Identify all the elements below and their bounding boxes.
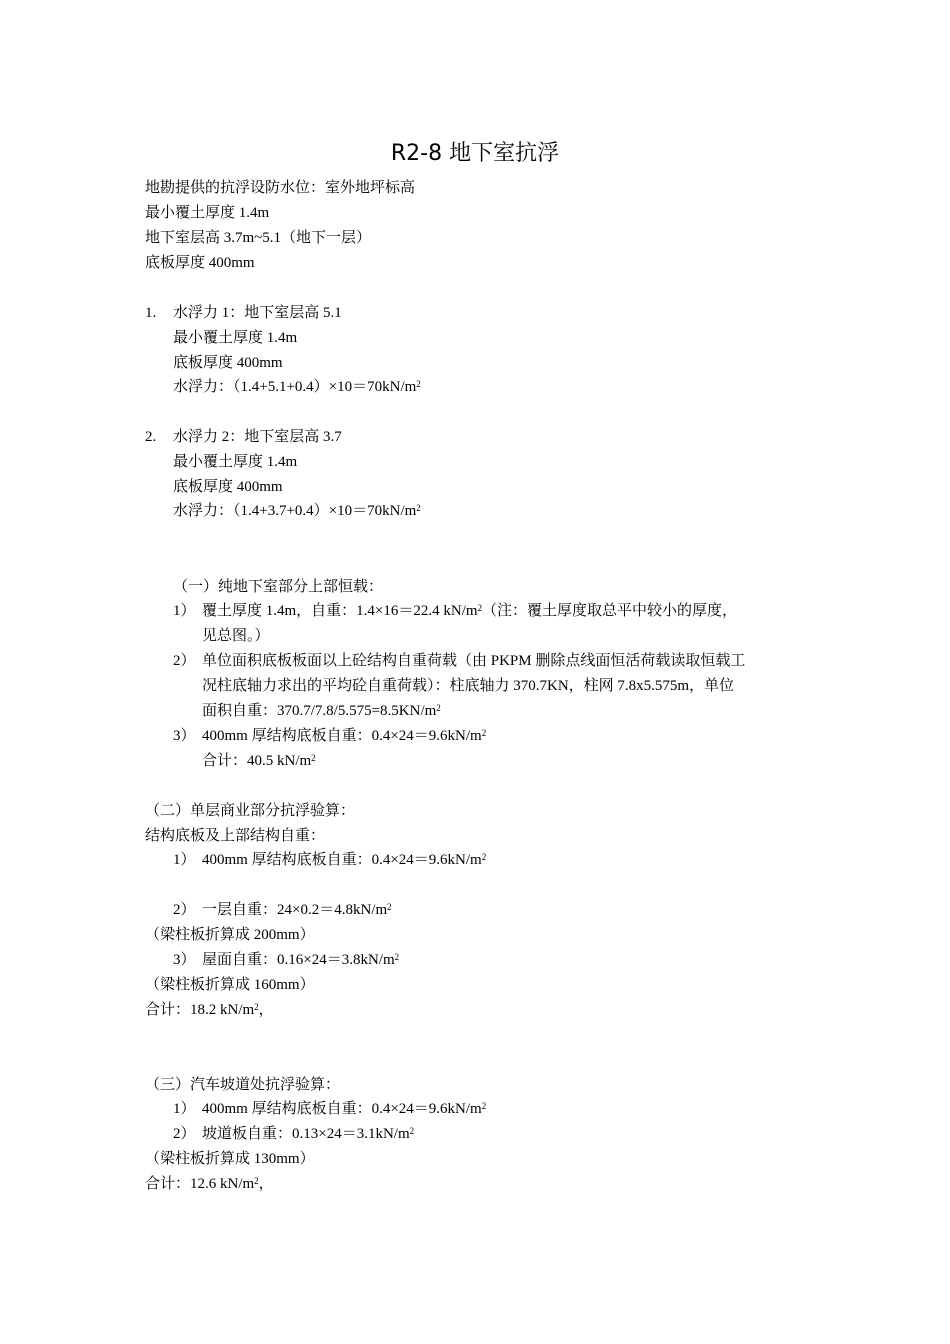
sec1-heading: （一）纯地下室部分上部恒载：: [173, 579, 384, 595]
case2-number: 2.: [145, 429, 157, 445]
case1-number: 1.: [145, 305, 157, 321]
sec2-item2-note: （梁柱板折算成 200mm）: [145, 927, 315, 943]
sec1-item1-line1: 覆土厚度 1.4m，自重：1.4×16＝22.4 $kN/m^2$（注：覆土厚度取总平中较小的厚度，: [202, 603, 738, 619]
sec2-item3-note: （梁柱板折算成 160mm）: [145, 977, 315, 993]
sec1-item2-line1: 单位面积底板板面以上砼结构自重荷载（由 PKPM 删除点线面恒活荷载读取恒载工: [202, 653, 746, 669]
sec2-total: 合计：18.2 $kN/m^2$，: [145, 1002, 274, 1018]
sec2-item1-number: 1）: [173, 852, 196, 868]
sec1-item1-number: 1）: [173, 603, 196, 619]
intro-min-cover: 最小覆土厚度 1.4m: [145, 205, 270, 221]
sec1-item2-number: 2）: [173, 653, 196, 669]
sec1-total: 合计：40.5 $kN/m^2$: [202, 753, 316, 769]
case2-slab: 底板厚度 400mm: [173, 479, 283, 495]
case2-force: 水浮力：$(1.4+3.7+0.4)\times 10=70kN/m^2$: [173, 503, 421, 519]
sec2-item1: 400mm 厚结构底板自重：$0.4\times 24=9.6kN/m^2$: [202, 852, 487, 868]
case1-heading: 水浮力 1：地下室层高 5.1: [173, 305, 342, 321]
sec3-total: 合计：12.6 $kN/m^2$，: [145, 1176, 274, 1192]
sec1-item1-line2: 见总图。）: [202, 628, 270, 644]
case2-heading: 水浮力 2：地下室层高 3.7: [173, 429, 342, 445]
sec1-item3-number: 3）: [173, 728, 196, 744]
sec1-item2-line2: 况柱底轴力求出的平均砼自重荷载）：柱底轴力 370.7KN，柱网 7.8x5.575m，单位: [202, 678, 735, 694]
document-title: R2-8 地下室抗浮: [390, 141, 560, 166]
sec2-heading: （二）单层商业部分抗浮验算：: [145, 803, 356, 819]
sec2-item3: 屋面自重：$0.16\times 24=3.8kN/m^2$: [202, 952, 400, 968]
sec1-item2-line3: 面积自重：$370.7/7.8/5.575=8.5KN/m^2$: [202, 703, 441, 719]
case1-force: 水浮力：$(1.4+5.1+0.4)\times 10=70kN/m^2$: [173, 379, 421, 395]
intro-water-level: 地勘提供的抗浮设防水位：室外地坪标高: [145, 180, 416, 196]
sec2-item2-number: 2）: [173, 902, 196, 918]
sec3-item2: 坡道板自重：$0.13\times 24=3.1kN/m^2$: [202, 1126, 415, 1142]
sec3-heading: （三）汽车坡道处抗浮验算：: [145, 1077, 341, 1093]
case2-cover: 最小覆土厚度 1.4m: [173, 454, 298, 470]
sec2-item2: 一层自重：$24\times 0.2=4.8kN/m^2$: [202, 902, 392, 918]
sec2-item3-number: 3）: [173, 952, 196, 968]
sec3-item2-note: （梁柱板折算成 130mm）: [145, 1151, 315, 1167]
intro-slab: 底板厚度 400mm: [145, 255, 255, 271]
sec3-item1: 400mm 厚结构底板自重：$0.4\times 24=9.6kN/m^2$: [202, 1101, 487, 1117]
sec3-item2-number: 2）: [173, 1126, 196, 1142]
intro-floor-height: 地下室层高 3.7m~5.1（地下一层）: [145, 230, 372, 246]
case1-cover: 最小覆土厚度 1.4m: [173, 330, 298, 346]
sec3-item1-number: 1）: [173, 1101, 196, 1117]
case1-slab: 底板厚度 400mm: [173, 355, 283, 371]
sec2-subheading: 结构底板及上部结构自重：: [145, 828, 326, 844]
sec1-item3: 400mm 厚结构底板自重：$0.4\times 24=9.6kN/m^2$: [202, 728, 487, 744]
